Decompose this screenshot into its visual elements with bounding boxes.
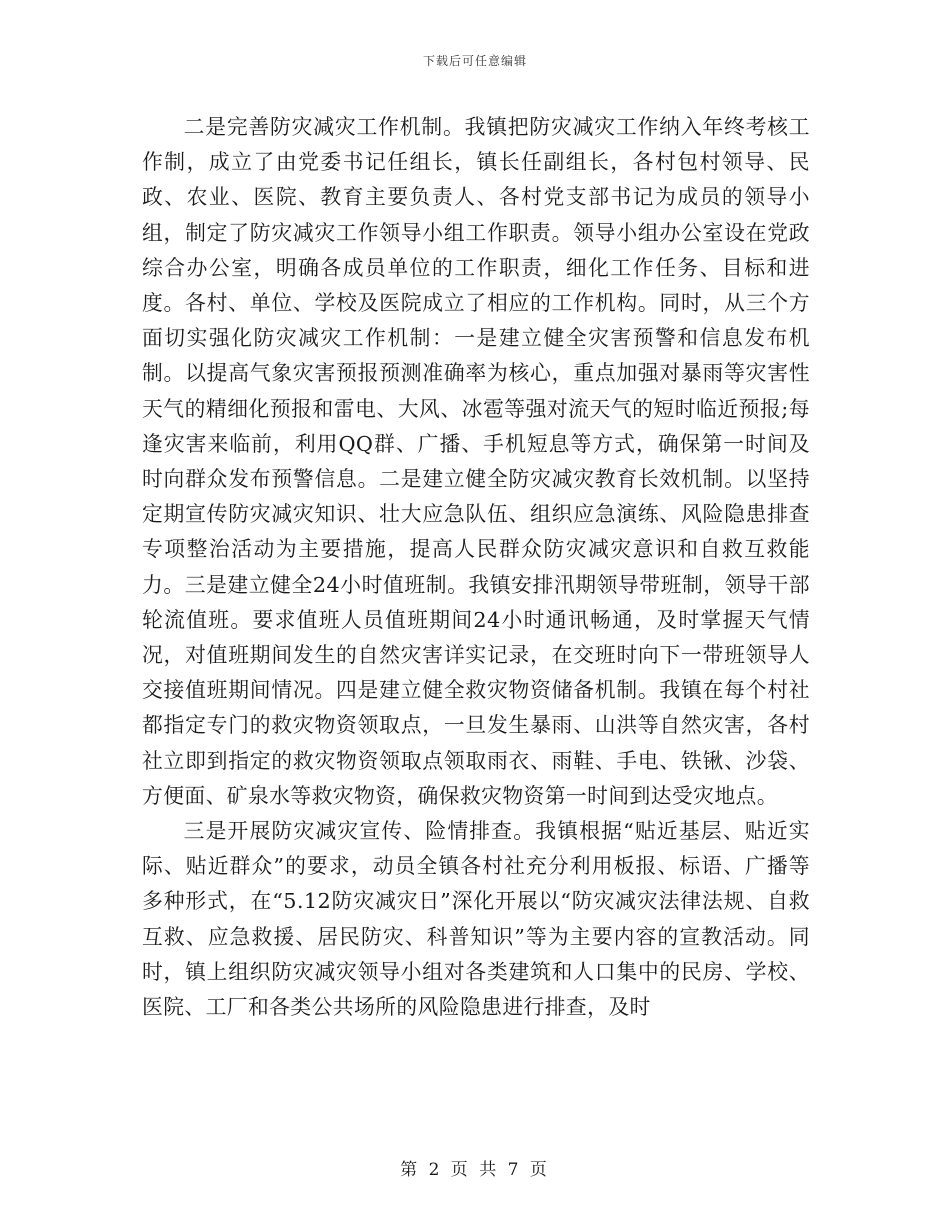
page-header: 下载后可任意编辑 (422, 54, 527, 68)
document-body (142, 110, 810, 1025)
page-number: 第 2 页 共 7 页 (400, 1160, 550, 1180)
paragraph-mechanism: 二是完善防灾减灾工作机制。我镇把防灾减灾工作纳入年终考核工作制，成立了由党委书记任组长，镇长任副组长，各村包村领导、民政、农业、医院、教育主要负责人、各村党支部书记为成员的领导小组，制定了防灾减灾工作领导小组工作职责。领导小组办公室设在党政综合办公室，明确各成员单位的工作职责，细化工作任务、目标和进度。各村、单位、学校及医院成立了相应的工作机构。同时，从三个方面切实强化防灾减灾工作机制：一是建立健全灾害预警和信息发布机制。以提高气象灾害预报预测准确率为核心，重点加强对暴雨等灾害性天气的精细化预报和雷电、大风、冰雹等强对流天气的短时临近预报;每逢灾害来临前，利用QQ群、广播、手机短息等方式，确保第一时间及时向群众发布预警信息。二是建立健全防灾减灾教育长效机制。以坚持定期宣传防灾减灾知识、壮大应急队伍、组织应急演练、风险隐患排查专项整治活动为主要措施，提高人民群众防灾减灾意识和自救互救能力。三是建立健全24小时值班制。我镇安排汛期领导带班制，领导干部轮流值班。要求值班人员值班期间24小时通讯畅通，及时掌握天气情况，对值班期间发生的自然灾害详实记录，在交班时向下一带班领导人交接值班期间情况。四是建立健全救灾物资储备机制。我镇在每个村社都指定专门的救灾物资领取点，一旦发生暴雨、山洪等自然灾害，各村社立即到指定的救灾物资领取点领取雨衣、雨鞋、手电、铁锹、沙袋、方便面、矿泉水等救灾物资，确保救灾物资第一时间到达受灾地点。 (142, 115, 810, 808)
paragraph-publicity: 三是开展防灾减灾宣传、险情排查。我镇根据“贴近基层、贴近实际、贴近群众”的要求，动员全镇各村社充分利用板报、标语、广播等多种形式，在“5.12防灾减灾日”深化开展以“防灾减灾法律法规、自救互救、应急救援、居民防灾、科普知识”等为主要内容的宣教活动。同时，镇上组织防灾减灾领导小组对各类建筑和人口集中的民房、学校、医院、工厂和各类公共场所的风险隐患进行排查，及时 (142, 819, 810, 1020)
